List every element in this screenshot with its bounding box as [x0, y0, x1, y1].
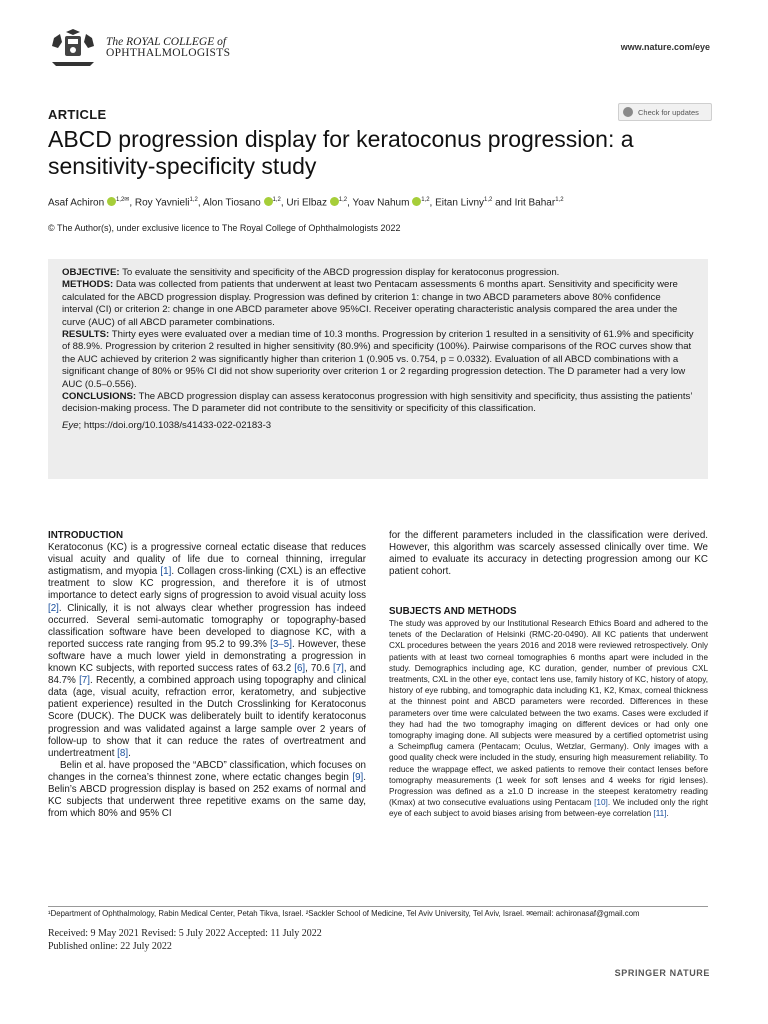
author-name[interactable]: Irit Bahar	[514, 197, 556, 209]
orcid-icon[interactable]	[264, 197, 273, 206]
author-affiliation-sup: 1,2	[189, 197, 198, 203]
citation-link[interactable]: [7]	[332, 663, 344, 675]
methods-heading: SUBJECTS AND METHODS	[389, 606, 517, 617]
citation-link[interactable]: [9]	[352, 771, 364, 783]
author-affiliation-sup: 1,2✉	[115, 197, 130, 203]
author-list: Asaf Achiron $^{1,2✉}$, Roy Yavnieli$^{1,2}$, Alon Tiosano $^{1,2}$, Uri Elbaz $^{1,2}$, Yoav Nahum $^{1,2}$, Eitan Livny$^{1,2}$ and Irit Bahar$^{1,2}$	[48, 197, 564, 209]
introduction-heading: INTRODUCTION	[48, 530, 124, 541]
affiliations: ¹Department of Ophthalmology, Rabin Medical Center, Petah Tikva, Israel. ²Sackler School of Medicine, Tel Aviv University, Tel Aviv, Israel. ✉email: achironasaf@gmail.com	[48, 909, 640, 918]
author-name[interactable]: Asaf Achiron	[48, 197, 105, 209]
introduction-paragraph-1: Keratoconus (KC) is a progressive corneal ectatic disease that reduces visual acuity and quality of life due to corneal thinning, irregular astigmatism, and myopia [1]. Collagen cross-linking (CXL) is an effective treatment to slow KC progression, and therefore it is of utmost importance to detect early signs of progression to avoid visual acuity loss [2]. Clinically, it is not always clear whether progression has indeed occurred. Several semi-automatic tomography or topography-based classification software have been developed to diagnose KC, with a reported success rate ranging from 95.2 to 99.3% [3–5]. However, these software have a much lower yield in demonstrating a progression in known KC subjects, with reported success rates of 63.2 [6], 70.6 [7], and 84.7% [7]. Recently, a combined approach using topography and clinical data (age, visual acuity, refraction error, keratometry, and subjective patient experience) resulted in the Dutch Crosslinking for Keratoconus Score (DUCK). The DUCK was deliberately built to identify keratoconus progression and was validated against a large sample over 2 years of follow-up to show that it can reduce the rates of overtreatment and undertreatment [8].	[48, 542, 366, 759]
author-name[interactable]: Eitan Livny	[435, 197, 485, 209]
citation-link[interactable]: [7]	[79, 675, 90, 687]
introduction-section	[48, 530, 366, 820]
refresh-icon	[623, 107, 633, 117]
college-crest-icon	[46, 28, 100, 68]
author-name[interactable]: Uri Elbaz	[286, 197, 327, 209]
published-online-date: Published online: 22 July 2022	[48, 940, 172, 952]
citation-link[interactable]: [1]	[160, 566, 172, 578]
check-updates-label: Check for updates	[638, 107, 699, 117]
article-type-label: ARTICLE	[48, 107, 107, 122]
author-affiliation-sup: 1,2	[338, 197, 348, 203]
check-for-updates-button[interactable]	[618, 103, 712, 121]
abstract-objective: OBJECTIVE: To evaluate the sensitivity and specificity of the ABCD progression display for keratoconus progression.	[62, 267, 560, 278]
publisher-logo: SPRINGER NATURE	[614, 968, 710, 978]
author-affiliation-sup: 1,2	[484, 197, 493, 203]
abstract-conclusions: CONCLUSIONS: The ABCD progression display can assess keratoconus progression with high sensitivity and specificity, thus assisting the patients’ decision-making process. The D parameter did not contribute to the sensitivity or specificity of this classification.	[62, 391, 693, 415]
author-name[interactable]: Yoav Nahum	[352, 197, 410, 209]
author-name[interactable]: Roy Yavnieli	[134, 197, 190, 209]
author-affiliation-sup: 1,2	[421, 197, 430, 203]
abstract-box	[48, 259, 708, 479]
citation-link[interactable]: [6]	[294, 663, 306, 675]
methods-section	[389, 606, 708, 820]
journal-url-link[interactable]: www.nature.com/eye	[620, 42, 710, 52]
copyright-notice: © The Author(s), under exclusive licence to The Royal College of Ophthalmologists 2022	[48, 223, 401, 233]
orcid-icon[interactable]	[107, 197, 116, 206]
author-name[interactable]: Alon Tiosano	[202, 197, 261, 209]
orcid-icon[interactable]	[412, 197, 421, 206]
introduction-continued	[389, 530, 708, 578]
received-revised-accepted-dates: Received: 9 May 2021 Revised: 5 July 2022 Accepted: 11 July 2022	[48, 928, 322, 939]
methods-paragraph: The study was approved by our Institutional Research Ethics Board and adhered to the tenets of the Declaration of Helsinki (RMC-20-0490). All KC patients that underwent CXL procedures between the years 2016 and 2018 were reviewed retrospectively. Only patients with at least two corneal tomographies 6 months apart were included in the study. Demographics including age, KC duration, gender, number of previous CXL treatments, CXL in the other eye, contact lens use, family history of KC, history of atopy, history of eye rubbing, and tomographic data including K1, K2, Kmax, corneal thickness at the thinnest point and ABCD parameters were recorded. Differences in these parameters over time were calculated between the two exams. Cases were excluded if they had had the two tomography imaging on different devices or had only one tomography imaging done. All subjects were measured by a certified optometrist using a Scheimpflug camera (Pentacam; Oculus, Wetzlar, Germany). Only images with a good quality check were included in the study, ensuring high measurement reliability. To reduce the wrappage effect, we asked patients to remove their contact lenses before tomography measurements (1 week for soft lenses and 4 weeks for rigid lenses). Progression was defined as a ≥1.0 D increase in the steepest keratometry reading (Kmax) at two consecutive evaluations using Pentacam [10]. We included only the right eye of each subject to avoid biases arising from between-eye correlation [11].	[389, 619, 708, 819]
author-affiliation-sup: 1,2	[272, 197, 281, 203]
citation-link[interactable]: [3–5]	[270, 638, 292, 650]
citation-link[interactable]: [11]	[653, 809, 667, 819]
article-title: ABCD progression display for keratoconus progression: a sensitivity-specificity study	[48, 126, 634, 179]
orcid-icon[interactable]	[330, 197, 339, 206]
footer-divider	[48, 906, 708, 907]
citation-link[interactable]: [8]	[117, 747, 129, 759]
author-affiliation-sup: 1,2	[555, 197, 564, 203]
doi-line[interactable]: Eye; https://doi.org/10.1038/s41433-022-02183-3	[62, 419, 272, 431]
citation-link[interactable]: [10]	[594, 798, 608, 808]
citation-link[interactable]: [2]	[48, 602, 59, 614]
logo-line1: The ROYAL COLLEGE of	[106, 36, 227, 48]
logo-line2: OPHTHALMOLOGISTS	[106, 47, 231, 59]
abstract-results: RESULTS: Thirty eyes were evaluated over a median time of 10.3 months. Progression by criterion 1 resulted in a sensitivity of 61.9% and specificity of 88.9%. Progression by criterion 2 resulted in higher sensitivity (80.9%) and specificity (100%). Pairwise comparisons of the ROC curves show that the AUC achieved by criterion 2 was significantly higher than criterion 1 (0.905 vs. 0.754, p = 0.0332). Evaluation of all ABCD combinations with a significant change of 80% or 95% CI did not show superiority over criterion 1 or 2 regarding progression detection. The D parameter had a very low AUC (0.5–0.556).	[62, 329, 694, 390]
introduction-paragraph-2: Belin et al. have proposed the “ABCD” classification, which focuses on changes in the cornea’s thinnest zone, where ectatic changes begin [9]. Belin’s ABCD progression display is based on 252 exams of normal and KC subjects that underwent three repetitive exams on the same day, from which 80% and 95% CI	[48, 759, 366, 820]
journal-logo	[46, 26, 286, 70]
introduction-paragraph-3: for the different parameters included in the classification were derived. However, this algorithm was scarcely assessed clinically over time. We aimed to evaluate its accuracy in detecting progression among our KC patient cohort.	[389, 530, 708, 578]
publication-dates	[48, 928, 322, 953]
abstract-methods: METHODS: Data was collected from patients that underwent at least two Pentacam assessments 6 months apart. Sensitivity and specificity were calculated for the ABCD progression display. Progression was defined by criterion 1: change in two ABCD parameters above 80% confidence interval (CI) or criterion 2: change in one ABCD parameter above 95%CI. Receiver operating characteristic analysis compared the area under the curve (AUC) of all ABCD parameter combinations.	[62, 279, 678, 328]
